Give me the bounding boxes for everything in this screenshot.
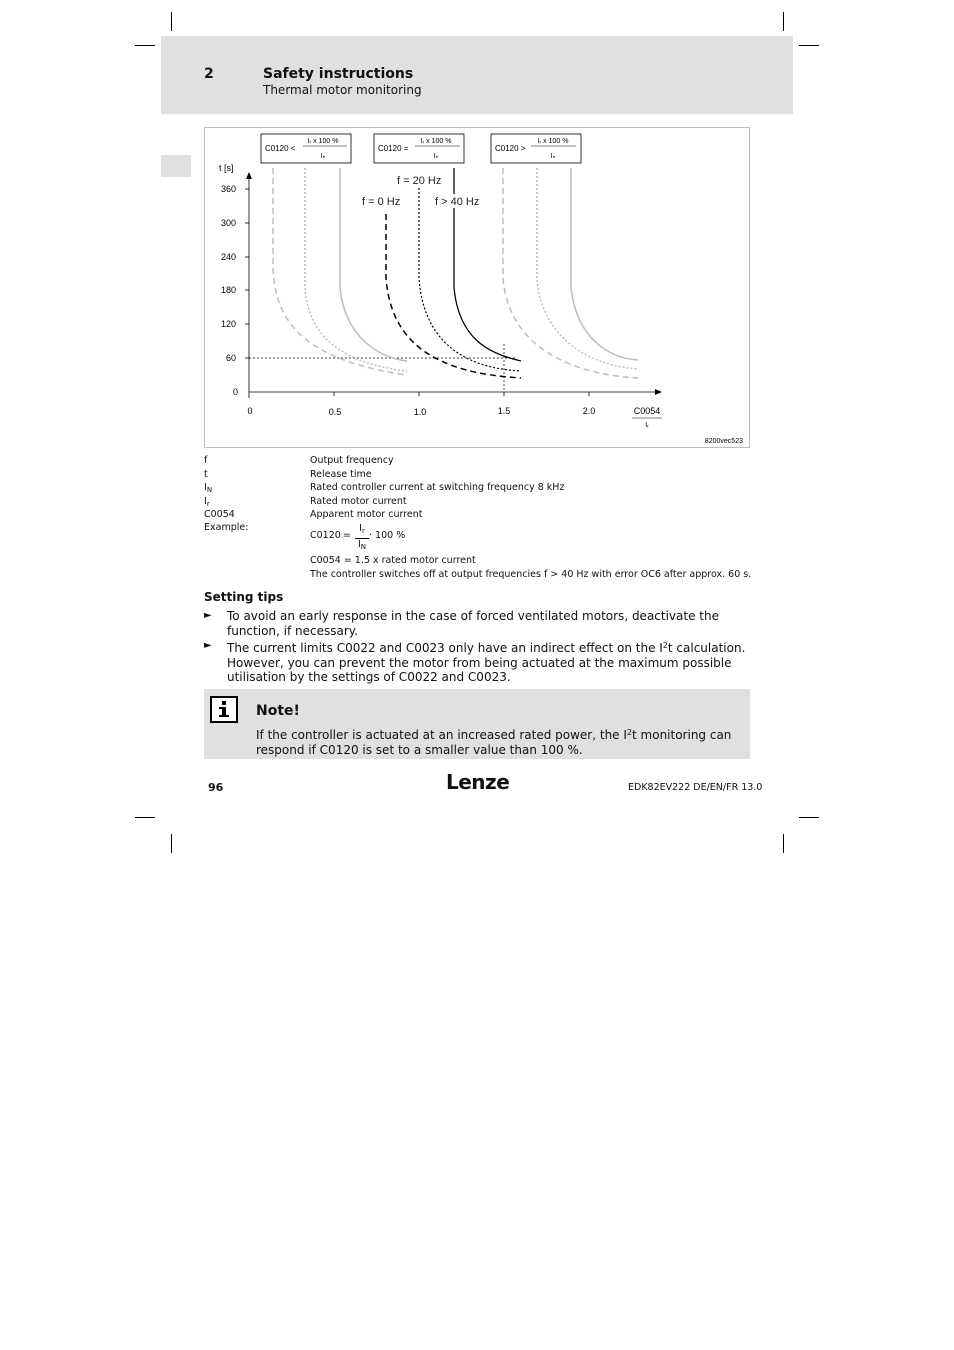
svg-text:C0120 =: C0120 = — [378, 144, 409, 153]
svg-text:300: 300 — [220, 218, 236, 228]
svg-text:f > 40 Hz: f > 40 Hz — [435, 196, 480, 208]
reference-lines — [249, 344, 515, 392]
x-axis — [247, 389, 662, 429]
definition-text: Release time — [310, 468, 372, 480]
svg-text:f = 20 Hz: f = 20 Hz — [397, 175, 442, 187]
section-title: Thermal motor monitoring — [263, 83, 422, 97]
svg-text:Iₙ: Iₙ — [433, 153, 439, 160]
svg-text:C0120 <: C0120 < — [265, 144, 296, 153]
crop-mark — [135, 45, 155, 46]
svg-text:C0120 >: C0120 > — [495, 144, 526, 153]
svg-text:Iᵣ x 100 %: Iᵣ x 100 % — [537, 138, 569, 145]
example-label: Example: — [204, 522, 249, 533]
svg-text:0: 0 — [232, 387, 238, 397]
svg-text:240: 240 — [220, 252, 236, 262]
formula-fraction: $\frac{I_r}{I_N}$ — [355, 522, 369, 553]
note-text: If the controller is actuated at an increased rated power, the $I^2t$ monitoring can respond if C0120 is set to a smaller value than 100 %. — [256, 728, 732, 757]
document-id: EDK82EV222 DE/EN/FR 13.0 — [628, 782, 763, 793]
svg-text:360: 360 — [220, 184, 236, 194]
definition-text: Rated motor current — [310, 495, 407, 507]
note-title: Note! — [256, 703, 300, 719]
tip-text: The current limits C0022 and C0023 only have an indirect effect on the $I^2t$ calculation. However, you can prevent the motor from being actuated at the maximum possible utilisation by the settings of C0022 and C0023. — [227, 641, 746, 684]
formula-lhs: C0120 — [310, 530, 341, 541]
svg-text:180: 180 — [220, 285, 236, 295]
crop-mark — [171, 12, 172, 31]
svg-text:Iᵣ x 100 %: Iᵣ x 100 % — [420, 138, 452, 145]
curve-labels — [361, 173, 489, 208]
y-ticks — [221, 184, 249, 397]
example-line-1: C0054 = 1.5 x rated motor current — [310, 555, 476, 566]
definition-text: Rated controller current at switching frequency 8 kHz — [310, 482, 565, 494]
formula-factor: · 100 % — [369, 530, 406, 541]
example-line-2: The controller switches off at output frequencies f > 40 Hz with error OC6 after approx. 60 s. — [310, 569, 752, 580]
definition-text: Output frequency — [310, 455, 394, 466]
info-icon — [210, 696, 238, 723]
svg-text:120: 120 — [220, 319, 236, 329]
lenze-logo: Lenze — [446, 770, 510, 794]
trip-characteristic-figure — [204, 127, 750, 448]
definition-symbol: t — [204, 468, 208, 480]
page-number: 96 — [208, 781, 224, 794]
svg-text:f = 0 Hz: f = 0 Hz — [362, 196, 401, 208]
param-box-less — [261, 134, 351, 163]
svg-text:Iₙ: Iₙ — [320, 153, 326, 160]
formula-equals: = — [343, 530, 351, 541]
svg-text:0: 0 — [247, 406, 253, 416]
svg-text:1.5: 1.5 — [497, 406, 511, 416]
curves-c0120-greater — [503, 168, 638, 378]
crop-mark — [171, 834, 172, 853]
svg-text:2.0: 2.0 — [582, 406, 596, 416]
chapter-title: Safety instructions — [263, 66, 414, 82]
svg-text:60: 60 — [225, 353, 236, 363]
svg-text:t [s]: t [s] — [219, 163, 234, 173]
definition-symbol: C0054 — [204, 509, 235, 521]
param-box-equal — [374, 134, 464, 163]
tip-text: To avoid an early response in the case of forced ventilated motors, deactivate the function, if necessary. — [227, 609, 719, 638]
definition-text: Apparent motor current — [310, 509, 423, 521]
bullet-arrow-icon: ► — [204, 640, 212, 651]
svg-text:1.0: 1.0 — [413, 407, 427, 417]
chapter-tab — [161, 155, 191, 177]
crop-mark — [783, 834, 784, 853]
crop-mark — [783, 12, 784, 31]
setting-tips-heading: Setting tips — [204, 590, 284, 604]
crop-mark — [135, 817, 155, 818]
svg-text:0.5: 0.5 — [328, 407, 342, 417]
definition-symbol: f — [204, 455, 208, 466]
bullet-arrow-icon: ► — [204, 610, 212, 621]
chapter-header — [161, 36, 793, 114]
svg-text:Iᵣ: Iᵣ — [645, 422, 649, 429]
param-box-greater — [491, 134, 581, 163]
svg-text:C0054: C0054 — [633, 406, 661, 416]
figure-id: 8200vec523 — [704, 438, 743, 445]
definition-symbol: $I_N$ — [204, 482, 213, 495]
svg-text:Iₙ: Iₙ — [550, 153, 556, 160]
crop-mark — [799, 45, 819, 46]
definition-symbol: $I_r$ — [204, 495, 210, 508]
crop-mark — [799, 817, 819, 818]
svg-text:Iᵣ x 100 %: Iᵣ x 100 % — [307, 138, 339, 145]
chapter-number: 2 — [204, 66, 214, 82]
